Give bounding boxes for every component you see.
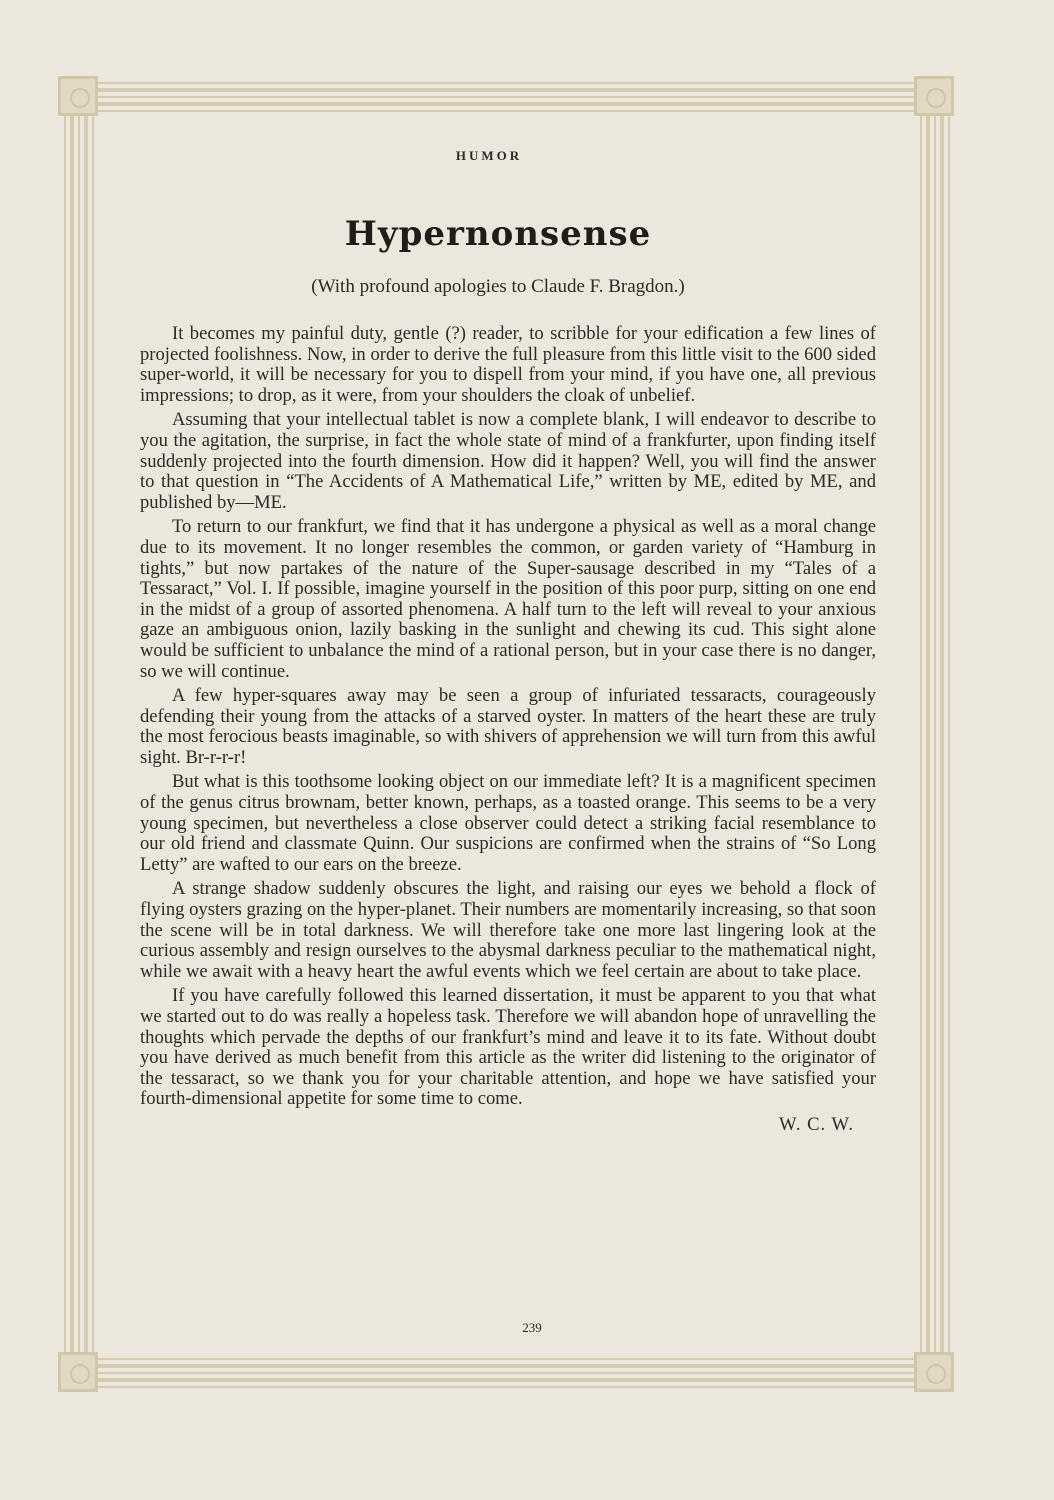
- border-left-band: [58, 76, 98, 1392]
- page-content: [140, 140, 876, 1136]
- article-title: Hypernonsense: [344, 214, 652, 254]
- article-body: [140, 324, 876, 1110]
- paragraph: But what is this toothsome looking object on our immediate left? It is a magnificent specimen of the genus citrus brownam, better known, perhaps, as a toasted orange. This seems to be a very young specimen, but nevertheless a close observer could detect a striking facial resemblance to our old friend and classmate Quinn. Our suspicions are confirmed when the strains of “So Long Letty” are wafted to our ears on the breeze.: [140, 771, 876, 875]
- paragraph: A few hyper-squares away may be seen a group of infuriated tessaracts, courageously defending their young from the attacks of a starved oyster. In matters of the heart these are truly the most ferocious beasts imaginable, so with shivers of apprehension we will turn from this awful sight. Br-r-r-r!: [140, 685, 876, 768]
- paragraph: It becomes my painful duty, gentle (?) reader, to scribble for your edification a few lines of projected foolishness. Now, in order to derive the full pleasure from this little visit to the 600 sided super-world, it will be necessary for you to dispell from your mind, if you have one, all previous impressions; to drop, as it were, from your shoulders the cloak of unbelief.: [140, 323, 876, 406]
- author-signature: W. C. W.: [779, 1113, 854, 1135]
- paragraph: A strange shadow suddenly obscures the light, and raising our eyes we behold a flock of flying oysters grazing on the hyper-planet. Their numbers are momentarily increasing, so that soon the scene will be in total darkness. We will therefore take one more last lingering look at the curious assembly and resign ourselves to the abysmal darkness peculiar to the mathematical night, while we await with a heavy heart the awful events which we feel certain are about to take place.: [140, 878, 876, 982]
- corner-ornament-icon: [914, 76, 954, 116]
- corner-ornament-icon: [58, 76, 98, 116]
- paragraph: Assuming that your intellectual tablet is now a complete blank, I will endeavor to describe to you the agitation, the surprise, in fact the whole state of mind of a frankfurter, upon finding itself suddenly projected into the fourth dimension. How did it happen? Well, you will find the answer to that question in “The Accidents of A Mathematical Life,” written by ME, edited by ME, and published by—ME.: [140, 409, 876, 513]
- border-top-band: [58, 76, 954, 116]
- paragraph: To return to our frankfurt, we find that it has undergone a physical as well as a moral change due to its movement. It no longer resembles the common, or garden variety of “Hamburg in tights,” but now partakes of the nature of the Super-sausage described in my “Tales of a Tessaract,” Vol. I. If possible, imagine yourself in the position of this poor purp, sitting on one end in the midst of a group of assorted phenomena. A half turn to the left will reveal to your anxious gaze an ambiguous onion, lazily basking in the sunlight and chewing its cud. This sight alone would be sufficient to unbalance the mind of a rational person, but in your case there is no danger, so we will continue.: [140, 516, 876, 682]
- corner-ornament-icon: [914, 1352, 954, 1392]
- article-subtitle: (With profound apologies to Claude F. Bragdon.): [311, 276, 685, 297]
- paragraph: If you have carefully followed this learned dissertation, it must be apparent to you that what we started out to do was really a hopeless task. Therefore we will abandon hope of unravelling the thoughts which pervade the depths of our frankfurt’s mind and leave it to its fate. Without doubt you have derived as much benefit from this article as the writer did listening to the originator of the tessaract, so we thank you for your charitable attention, and hope we have satisfied your fourth-dimensional appetite for some time to come.: [140, 985, 876, 1110]
- border-right-band: [914, 76, 954, 1392]
- border-bottom-band: [58, 1352, 954, 1392]
- page-number: 239: [522, 1320, 542, 1335]
- running-head: HUMOR: [455, 148, 523, 163]
- corner-ornament-icon: [58, 1352, 98, 1392]
